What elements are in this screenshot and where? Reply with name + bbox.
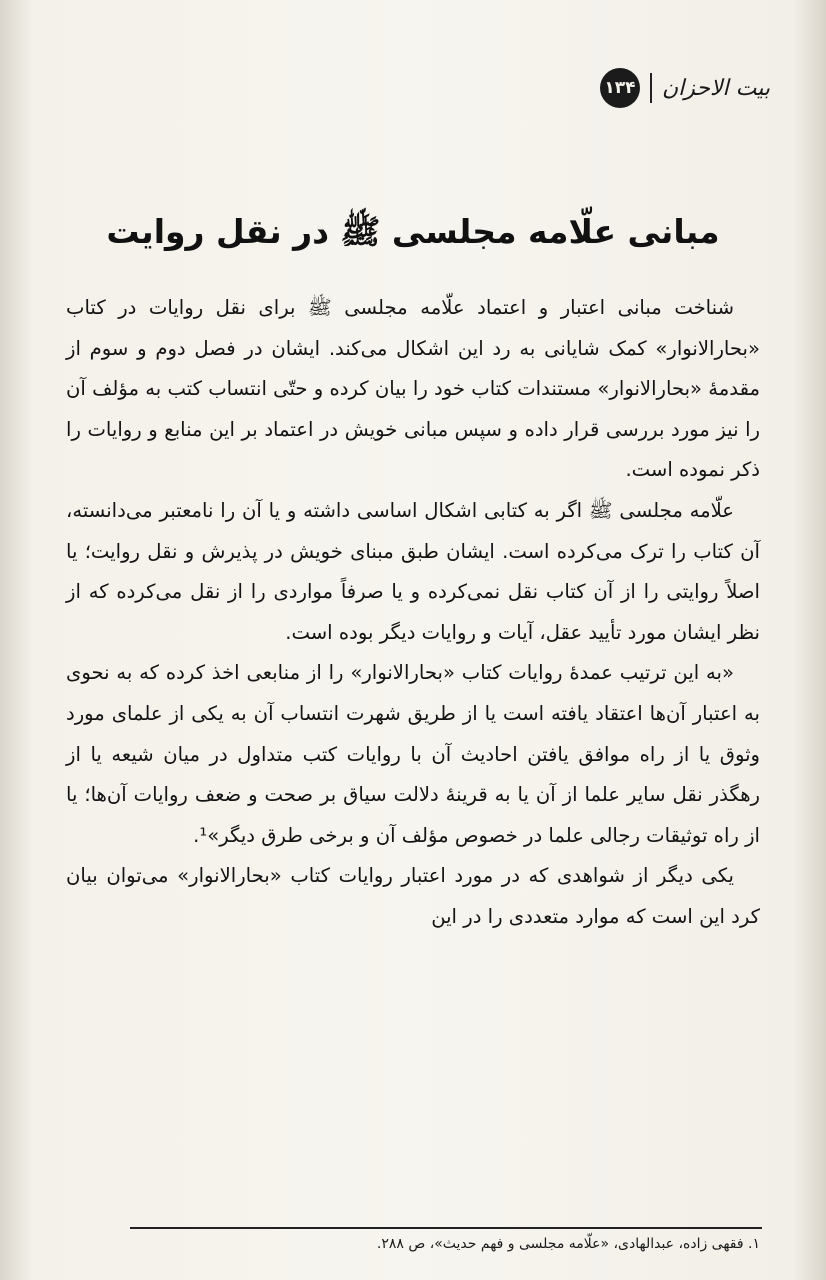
paragraph-1: شناخت مبانی اعتبار و اعتماد علّامه مجلسی ﷺ برای نقل روایات در کتاب «بحارالانوار» کمک شایانی به رد این اشکال می‌کند. ایشان در فصل دوم و سوم از مقدمهٔ «بحارالانوار» مستندات کتاب خود را بیان کرده و حتّی انتساب کتب به مؤلف آن را نیز مورد بررسی قرار داده و سپس مبانی خویش در اعتماد بر این منابع و روایات را ذکر نموده است. — [66, 296, 760, 482]
header-divider — [650, 73, 652, 103]
section-title: مبانی علّامه مجلسی ﷺ در نقل روایت — [106, 212, 720, 251]
paragraph-4: یکی دیگر از شواهدی که در مورد اعتبار روایات کتاب «بحارالانوار» می‌توان بیان کرد این است که موارد متعددی را در این — [66, 864, 760, 928]
running-book-title: بیت الاحزان — [661, 75, 770, 101]
footnote-divider — [130, 1227, 762, 1229]
page-number-badge: ۱۳۴ — [600, 68, 640, 108]
body-text — [66, 288, 760, 938]
footnote: ۱. فقهی زاده، عبدالهادی، «علّامه مجلسی و فهم حدیث»، ص ۲۸۸. — [376, 1236, 760, 1252]
paragraph-2: علّامه مجلسی ﷺ اگر به کتابی اشکال اساسی داشته و یا آن را نامعتبر می‌دانسته، آن کتاب را ترک می‌کرده است. ایشان طبق مبنای خویش در پذیرش و نقل روایت؛ یا اصلاً روایتی را از آن کتاب نقل نمی‌کرده و یا صرفاً مواردی را از نقل می‌کرده که از نظر ایشان مورد تأیید عقل، آیات و روایات دیگر بوده است. — [66, 498, 760, 644]
running-header — [600, 68, 770, 108]
paragraph-3-quote: «به این ترتیب عمدهٔ روایات کتاب «بحارالانوار» را از منابعی اخذ کرده که به نحوی به اعتبار آن‌ها اعتقاد یافته است یا از طریق شهرت انتساب آن به یکی از علمای مورد وثوق یا از راه موافق یافتن احادیث آن با روایات کتب متداول در میان شیعه یا از رهگذر نقل سایر علما از آن یا به قرینهٔ دلالت سیاق بر صحت و ضعف روایات آن‌ها؛ یا از راه توثیقات رجالی علما در خصوص مؤلف آن و برخی طرق دیگر»¹. — [66, 661, 760, 847]
